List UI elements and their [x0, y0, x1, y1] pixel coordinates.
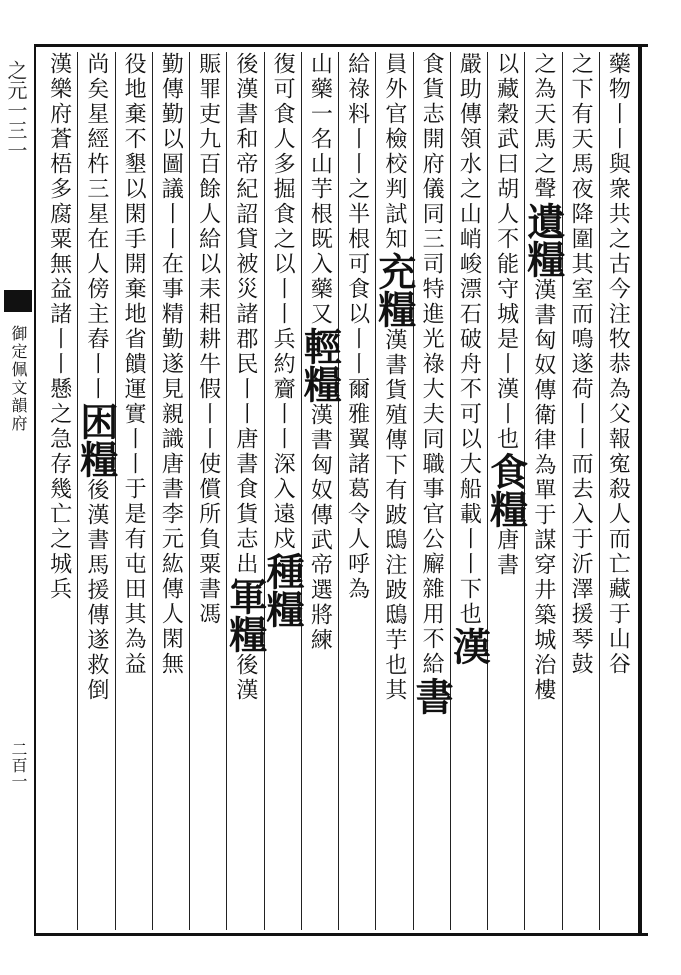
book-title: 御定佩文韻府: [9, 325, 28, 433]
headword: 遺糧: [520, 202, 566, 278]
folio-number: 二百一: [9, 741, 28, 789]
text-column: [115, 52, 151, 930]
headword: 困糧: [73, 402, 119, 478]
headword: 食糧: [483, 452, 529, 528]
headword: 種糧: [260, 552, 306, 628]
column-text: 員外官檢校判試知: [381, 52, 407, 252]
column-rule: [189, 52, 190, 930]
column-text: 山藥一名山芋根既入藥又: [307, 52, 333, 327]
column-rule: [375, 52, 376, 930]
column-rule: [77, 52, 78, 930]
column-text: 勤傳勤以圖議丨丨在事精勤遂見親識唐書李元紘傳人閑無: [158, 52, 184, 677]
column-rule: [301, 52, 302, 930]
column-rule: [413, 52, 414, 930]
headword: 軍糧: [222, 577, 268, 653]
column-text: 食貨志開府儀同三司特進光祿大夫同職事官公廨雜用不給: [419, 52, 445, 677]
column-text: 之下有天馬夜降圍其室而鳴遂荷丨丨而去入于沂澤援琴鼓: [568, 52, 594, 677]
headword: 書: [409, 677, 455, 715]
gutter-border: [34, 44, 36, 934]
text-column: [483, 52, 529, 930]
column-text: 唐書: [493, 528, 519, 578]
column-rule: [264, 52, 265, 930]
text-column: [260, 52, 306, 930]
column-text: 後漢書和帝紀詔貸被災諸郡民丨丨唐書食貨志出: [232, 52, 258, 577]
column-text: 漢書匈奴傳武帝選將練: [307, 403, 333, 653]
column-text: 漢書貨殖傳下有跛鴟注跛鴟芋也其: [381, 328, 407, 703]
column-text: 藥物丨丨與衆共之古今注牧恭為父報寃殺人而亡藏于山谷: [605, 52, 631, 677]
headword: 輕糧: [297, 327, 343, 403]
text-column: [520, 52, 566, 930]
text-column: [190, 52, 226, 930]
column-text: 漢樂府蒼梧多腐粟無益諸丨丨懸之急存幾亡之城兵: [46, 52, 72, 602]
headword: 充糧: [371, 252, 417, 328]
column-rule: [599, 52, 600, 930]
column-text: 後漢: [232, 653, 258, 703]
column-rule: [152, 52, 153, 930]
text-column: [41, 52, 77, 930]
column-rule: [562, 52, 563, 930]
frame-top-border: [34, 44, 648, 47]
column-text: 漢書匈奴傳衛律為單于謀穿井築城治樓: [530, 278, 556, 703]
frame-right-border: [638, 44, 642, 934]
column-text: 以藏穀武曰胡人不能守城是丨漢丨也: [493, 52, 519, 452]
text-column: [446, 52, 492, 930]
column-rule: [487, 52, 488, 930]
headword: 漢: [446, 627, 492, 665]
column-text: 給祿料丨丨之半根可食以丨丨爾雅翼諸葛令人呼為: [344, 52, 370, 602]
column-text: 後漢書馬援傳遂救倒: [83, 478, 109, 703]
text-column: [297, 52, 343, 930]
column-rule: [115, 52, 116, 930]
column-text: 賑罪吏九百餘人給以耒耜耕牛假丨丨使償所負粟書馮: [195, 52, 221, 627]
column-rule: [450, 52, 451, 930]
text-column: [339, 52, 375, 930]
column-text: 之為天馬之聲: [530, 52, 556, 202]
text-column: [562, 52, 598, 930]
column-text: 嚴助傳領水之山峭峻漂石破舟不可以大船載丨丨下也: [456, 52, 482, 627]
column-text: 役地棄不墾以閑手開棄地省饋運實丨丨于是有屯田其為益: [121, 52, 147, 677]
text-column: [222, 52, 268, 930]
text-column: [152, 52, 188, 930]
text-column: [73, 52, 119, 930]
frame-bottom-border: [34, 933, 648, 936]
text-column: [409, 52, 455, 930]
text-column: [371, 52, 417, 930]
margin-edge-text: 之元一三一: [4, 60, 28, 160]
column-rule: [226, 52, 227, 930]
column-rule: [338, 52, 339, 930]
column-text: 復可食人多掘食之以丨丨兵約齎丨丨深入遠戍: [270, 52, 296, 552]
fishtail-mark: [4, 290, 32, 312]
text-column: [599, 52, 635, 930]
column-text: 尚矣星經杵三星在人傍主舂丨丨: [83, 52, 109, 402]
